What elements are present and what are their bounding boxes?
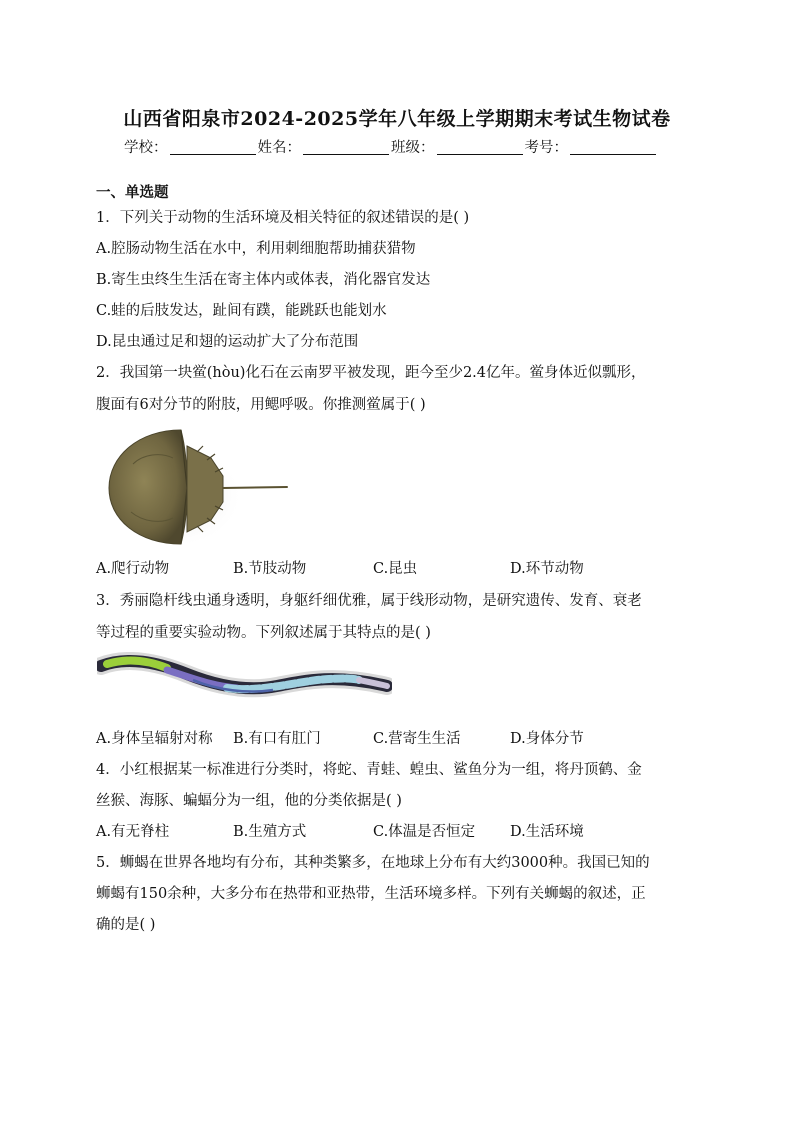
exam-number-label: 考号：: [524, 140, 568, 156]
q2-option-b: B.节肢动物: [233, 561, 307, 577]
q1-option-a: A.腔肠动物生活在水中，利用刺细胞帮助捕获猎物: [96, 241, 416, 257]
q1-option-b: B.寄生虫终生生活在寄主体内或体表，消化器官发达: [96, 272, 431, 288]
q3-stem-line1: 3．秀丽隐杆线虫通身透明，身躯纤细优雅，属于线形动物，是研究遗传、发育、衰老: [96, 593, 642, 609]
section-title: 一、单选题: [96, 184, 169, 201]
q4-option-a: A.有无脊柱: [96, 824, 170, 840]
q3-option-a: A.身体呈辐射对称: [96, 731, 213, 747]
school-label: 学校：: [124, 140, 168, 156]
q3-option-d: D.身体分节: [510, 731, 584, 747]
q2-option-a: A.爬行动物: [96, 561, 170, 577]
q3-option-c: C.营寄生生活: [373, 731, 461, 747]
q1-option-c: C.蛙的后肢发达，趾间有蹼，能跳跃也能划水: [96, 303, 387, 319]
q4-option-c: C.体温是否恒定: [373, 824, 476, 840]
exam-number-blank: [570, 140, 656, 155]
q4-stem-line2: 丝猴、海豚、蝙蝠分为一组，他的分类依据是( ): [96, 793, 402, 809]
q2-option-d: D.环节动物: [510, 561, 584, 577]
name-label: 姓名：: [257, 140, 301, 156]
q5-stem-line2: 蛳蝎有150余种，大多分布在热带和亚热带，生活环境多样。下列有关蛳蝎的叙述，正: [96, 886, 646, 902]
q2-stem-line2: 腹面有6对分节的附肢，用鳃呼吸。你推测鲎属于( ): [96, 397, 426, 413]
q5-stem-line3: 确的是( ): [96, 917, 156, 933]
q3-stem-line2: 等过程的重要实验动物。下列叙述属于其特点的是( ): [96, 625, 431, 641]
q4-option-d: D.生活环境: [510, 824, 584, 840]
q2-option-c: C.昆虫: [373, 561, 418, 577]
q1-stem: 1．下列关于动物的生活环境及相关特征的叙述错误的是( ): [96, 210, 470, 226]
q4-option-b: B.生殖方式: [233, 824, 307, 840]
school-blank: [170, 140, 256, 155]
q2-stem-line1: 2．我国第一块鲎(hòu)化石在云南罗平被发现，距今至少2.4亿年。鲎身体近似瓢形，: [96, 365, 646, 381]
class-blank: [437, 140, 523, 155]
horseshoe-crab-image: [103, 424, 289, 550]
q4-stem-line1: 4．小红根据某一标准进行分类时，将蛇、青蛙、蝗虫、鲨鱼分为一组，将丹顶鹤、金: [96, 762, 642, 778]
q1-option-d: D.昆虫通过足和翅的运动扩大了分布范围: [96, 334, 359, 350]
name-blank: [303, 140, 389, 155]
class-label: 班级：: [391, 140, 435, 156]
student-info-row: [124, 136, 658, 157]
q5-stem-line1: 5．蛳蝎在世界各地均有分布，其种类繁多，在地球上分布有大约3000种。我国已知的: [96, 855, 650, 871]
exam-title: 山西省阳泉市2024-2025学年八年级上学期期末考试生物试卷: [123, 108, 671, 130]
nematode-worm-image: [97, 652, 392, 702]
q3-option-b: B.有口有肛门: [233, 731, 321, 747]
